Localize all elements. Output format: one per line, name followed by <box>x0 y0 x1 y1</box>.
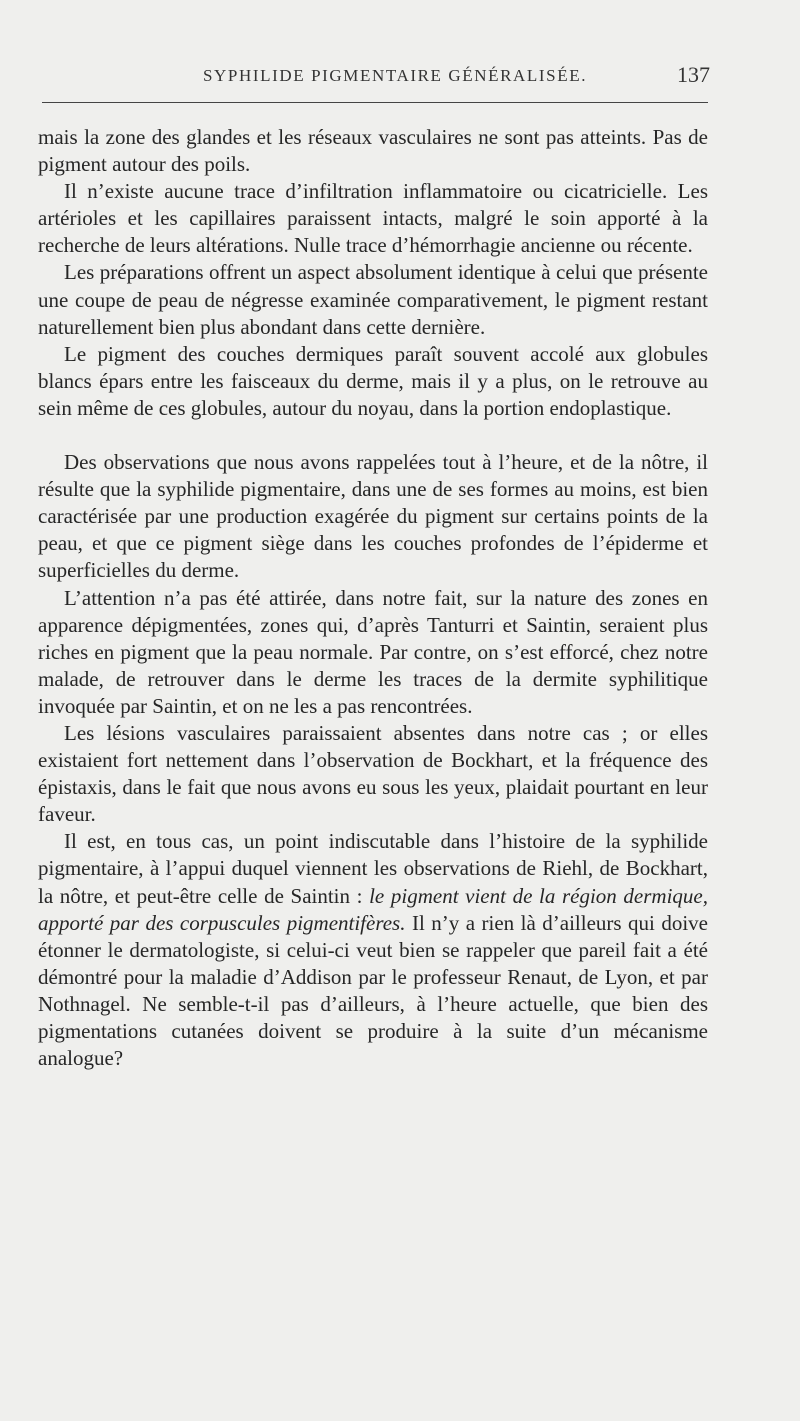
conclusion-text-end: Il n’y a rien là d’ailleurs qui doive étonner le dermatologiste, si celui-ci veut bien se rappeler que pareil fait a été démontré pour la maladie d’Addison par le professeur Renaut, de Lyon, et par Nothnagel. Ne semble-t-il pas d’ailleurs, à l’heure actuelle, que bien des pigmentations cutanées doivent se produire à la suite d’un mécanisme analogue? <box>38 910 708 1071</box>
body-text <box>38 124 708 1072</box>
running-title: SYPHILIDE PIGMENTAIRE GÉNÉRALISÉE. <box>203 66 588 85</box>
paragraph: Le pigment des couches dermiques paraît souvent accolé aux globules blancs épars entre les faisceaux du derme, mais il y a plus, on le retrouve au sein même de ces globules, autour du noyau, dans la portion endoplastique. <box>38 341 708 420</box>
paragraph: Il n’existe aucune trace d’infiltration inflammatoire ou cicatricielle. Les artérioles et les capillaires paraissent intacts, malgré le soin apporté à la recherche de leurs altérations. Nulle trace d’hémorrhagie ancienne ou récente. <box>38 179 708 258</box>
page-number: 137 <box>677 62 710 87</box>
header-rule <box>42 102 708 103</box>
conclusion-text-start: Il est, en tous cas, un point indiscutable dans l’histoire de la syphilide pigmentaire, à l’appui duquel viennent les observations de Riehl, de Bockhart, la nôtre, et peut-être celle de Saintin : <box>38 829 708 908</box>
paragraph: L’attention n’a pas été attirée, dans notre fait, sur la nature des zones en apparence dépigmentées, zones qui, d’après Tanturri et Saintin, seraient plus riches en pigment que la peau normale. Par contre, on s’est efforcé, chez notre malade, de retrouver dans le derme les traces de la dermite syphilitique invoquée par Saintin, et on ne les a pas rencontrées. <box>38 585 708 718</box>
paragraph: Les préparations offrent un aspect absolument identique à celui que présente une coupe de peau de négresse examinée comparativement, le pigment restant naturellement bien plus abondant dans cette dernière. <box>38 260 708 339</box>
paragraph: Les lésions vasculaires paraissaient absentes dans notre cas ; or elles existaient fort nettement dans l’observation de Bockhart, et la fréquence des épistaxis, dans le fait que nous avons eu sous les yeux, plaidait pourtant en leur faveur. <box>38 720 708 827</box>
paragraph-continuation: mais la zone des glandes et les réseaux vasculaires ne sont pas atteints. Pas de pigment autour des poils. <box>38 125 708 177</box>
running-header <box>40 62 710 92</box>
conclusion-italic-text: le pigment vient de la région dermique, apporté par des corpuscules pigmentifères. <box>38 883 708 935</box>
paragraph-conclusion <box>38 828 708 1072</box>
paragraph: Des observations que nous avons rappelées tout à l’heure, et de la nôtre, il résulte que la syphilide pigmentaire, dans une de ses formes au moins, est bien caractérisée par une production exagérée du pigment sur certains points de la peau, et que ce pigment siège dans les couches profondes de l’épiderme et superficielles du derme. <box>38 450 708 583</box>
